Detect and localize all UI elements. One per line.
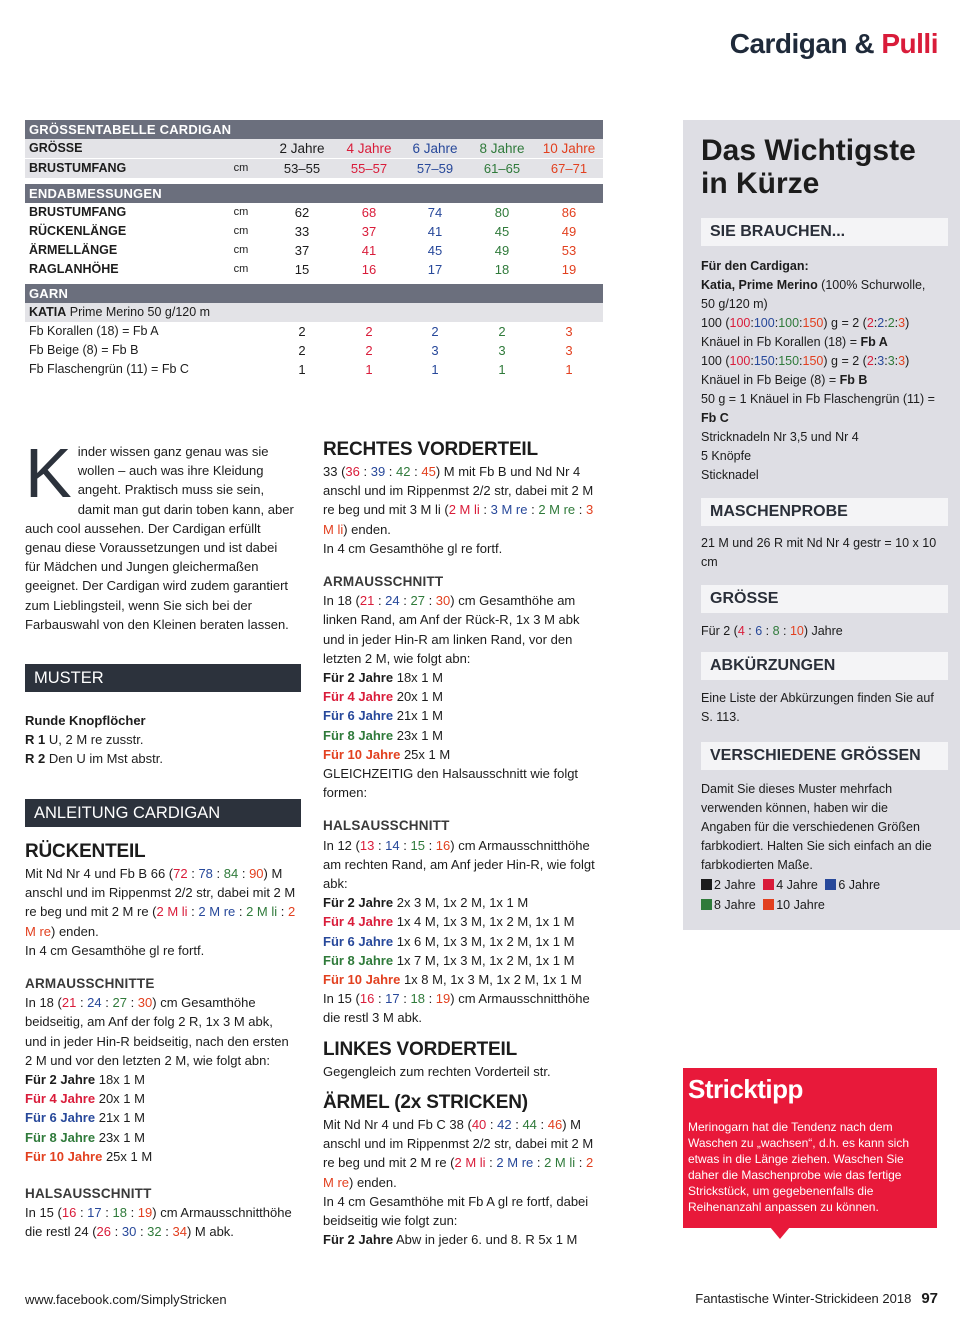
color-legend: 2 Jahre 4 Jahre 6 Jahre bbox=[701, 876, 939, 895]
halsausschnitt-title: HALSAUSSCHNITT bbox=[25, 1186, 152, 1202]
stricktipp-title: Stricktipp bbox=[688, 1074, 803, 1104]
armausschnitt-title: ARMAUSSCHNITT bbox=[323, 574, 444, 590]
anleitung-heading: ANLEITUNG CARDIGAN bbox=[25, 799, 301, 827]
intro-text: K inder wissen ganz genau was sie wollen – auch was ihre Kleidung angeht. Praktisch muss sie sein, damit man gut darin toben kann, aber auch cool aussehen. Der Cardigan erfüllt genau diese Voraussetzungen und ist dabei für Mädchen und Jungen gleichermaßen geeignet. Der Cardigan wird zudem garantiert zum Lieblingsteil, wenn Sie sich bei der Farbauswahl von den Kleinen beraten lassen. bbox=[25, 434, 294, 632]
brand-part2: Pulli bbox=[881, 28, 938, 59]
aermel-title: ÄRMEL (2x STRICKEN) bbox=[323, 1091, 528, 1113]
chest-row: BRUSTUMFANG cm 53–55 55–57 57–59 61–65 67–71 bbox=[25, 159, 603, 178]
yarn-title: GARN bbox=[25, 284, 603, 303]
abkuerzungen-heading: ABKÜRZUNGEN bbox=[701, 652, 948, 680]
yarn-row: Fb Flaschengrün (11) = Fb C 1 1 1 1 1 bbox=[29, 362, 573, 377]
maschenprobe-heading: MASCHENPROBE bbox=[701, 498, 948, 526]
yarn-name-row: KATIA Prime Merino 50 g/120 m bbox=[25, 303, 603, 322]
summary-sidebar bbox=[683, 120, 960, 930]
rueckenteil-title: RÜCKENTEIL bbox=[25, 841, 146, 862]
sidebar-title: Das Wichtigste in Kürze bbox=[701, 134, 916, 200]
size-text: Für 2 (4 : 6 : 8 : 10) Jahre bbox=[701, 624, 843, 638]
rechtes-section: RECHTES VORDERTEIL 33 (36 : 39 : 42 : 45) M mit Fb B und Nd Nr 4 anschl und im Rippenmst 2/2 str, dabei mit 2 M re beg und mit 3 M li (2 M li : 3 M re : 2 M re : 3 M li) enden. In 4 cm Gesamthöhe gl re fortf. ARMAUSSCHNITT In 18 (21 : 24 : 27 : 30) cm Gesamthöhe am linken Rand, am Anf der Rück-R, 1x 3 M abk und in jeder Hin-R am linken Rand, vor den letzten 2 M, wie folgt abn: Für 2 Jahre 18x 1 M Für 4 Jahre 20x 1 M Für 6 Jahre 21x 1 M Für 8 Jahre 23x 1 M Für 10 Jahre 25x 1 M GLEICHZEITIG den Halsausschnitt wie folgt formen: HALSAUSSCHNITT In 12 (13 : 14 : 15 : 16) cm Armausschnitthöhe am rechten Rand, am Anf jeder Hin-R, wie folgt abk: Für 2 Jahre 2x 3 M, 1x 2 M, 1x 1 M Für 4 Jahre 1x 4 M, 1x 3 M, 1x 2 M, 1x 1 M Für 6 Jahre 1x 6 M, 1x 3 M, 1x 2 M, 1x 1 M Für 8 Jahre 1x 7 M, 1x 3 M, 1x 2 M, 1x 1 M Für 10 Jahre 1x 8 M, 1x 3 M, 1x 2 M, 1x 1 M In 15 (16 : 17 : 18 : 19) cm Armausschnitthöhe die restl 3 M abk. LINKES VORDERTEIL Gegengleich zum rechten Vorderteil str. ÄRMEL (2x STRICKEN) Mit Nd Nr 4 und Fb C 38 (40 : 42 : 44 : 46) M anschl und im Rippenmst 2/2 str, dabei mit 2 M re beg und mit 2 M re (2 M li : 2 M re : 2 M li : 2 M re) enden. In 4 cm Gesamthöhe mit Fb A gl re fortf, dabei beidseitig wie folgt zun: Für 2 Jahre Abw in jeder 6. und 8. R 5x 1 M bbox=[323, 438, 601, 1249]
linkes-title: LINKES VORDERTEIL bbox=[323, 1038, 518, 1060]
abbr-text: Eine Liste der Abkürzungen finden Sie auf S. 113. bbox=[701, 691, 934, 724]
rechtes-title: RECHTES VORDERTEIL bbox=[323, 439, 538, 460]
footer-right bbox=[695, 1290, 938, 1307]
muster-heading: MUSTER bbox=[25, 664, 301, 692]
sizes-text: Damit Sie dieses Muster mehrfach verwenden können, haben wir die Angaben für die verschiedenen Größen farbkodiert. Halten Sie sich einfach an die farbkodierten Maße. 2 Jahre 4 Jahre 6 Jahre 8 Jahre 10 Jahre bbox=[701, 780, 939, 915]
muster-text: Runde Knopflöcher R 1 U, 2 M re zusstr. R 2 Den U im Mst abstr. bbox=[25, 713, 163, 767]
stricktipp-text: Merinogarn hat die Tendenz nach dem Waschen zu „wachsen“, d.h. es kann sich etwas in die Länge ziehen. Waschen Sie daher die Maschenprobe wie das fertige Strickstück, um gegebenenfalls die Reihenanzahl anpassen zu können. bbox=[688, 1120, 909, 1214]
final-dimensions-title: ENDABMESSUNGEN bbox=[25, 184, 603, 203]
size-table-title: GRÖSSENTABELLE CARDIGAN bbox=[25, 120, 603, 139]
halsausschnitt-right-title: HALSAUSSCHNITT bbox=[323, 818, 450, 834]
size-header-row: GRÖSSE 2 Jahre 4 Jahre 6 Jahre 8 Jahre 10 Jahre bbox=[25, 139, 603, 158]
brand-part1: Cardigan bbox=[729, 28, 848, 59]
verschiedene-groessen-heading: VERSCHIEDENE GRÖSSEN bbox=[701, 742, 948, 770]
rueckenteil-section: RÜCKENTEIL Mit Nd Nr 4 und Fb B 66 (72 : 78 : 84 : 90) M anschl und im Rippenmst 2/2 str, dabei mit 2 M re beg und mit 2 M re (2 M li : 2 M re : 2 M li : 2 M re) enden. In 4 cm Gesamthöhe gl re fortf. ARMAUSSCHNITTE In 18 (21 : 24 : 27 : 30) cm Gesamthöhe beidseitig, am Anf der folg 2 R, 1x 3 M abk, und in jeder Hin-R beidseitig, nach den ersten 2 M und vor den letzten 2 M, wie folgt abn: Für 2 Jahre 18x 1 M Für 4 Jahre 20x 1 M Für 6 Jahre 21x 1 M Für 8 Jahre 23x 1 M Für 10 Jahre 25x 1 M HALSAUSSCHNITT In 15 (16 : 17 : 18 : 19) cm Armausschnitthöhe die restl 24 (26 : 30 : 32 : 34) M abk. bbox=[25, 841, 296, 1240]
final-row: RAGLANHÖHE cm 15 16 17 18 19 bbox=[29, 262, 577, 277]
yarn-row: Fb Beige (8) = Fb B 2 2 3 3 3 bbox=[29, 343, 573, 358]
stricktipp-pointer bbox=[770, 1227, 790, 1239]
brand-amp: & bbox=[854, 28, 875, 59]
groesse-heading: GRÖSSE bbox=[701, 585, 948, 613]
armausschnitte-title: ARMAUSSCHNITTE bbox=[25, 976, 155, 992]
section-brand bbox=[730, 28, 938, 60]
magazine-title: Fantastische Winter-Strickideen 2018 bbox=[695, 1291, 912, 1306]
sie-brauchen-heading: SIE BRAUCHEN... bbox=[701, 218, 948, 246]
page-number: 97 bbox=[921, 1290, 938, 1307]
yarn-row: Fb Korallen (18) = Fb A 2 2 2 2 3 bbox=[29, 324, 573, 339]
stricktipp-box bbox=[683, 1068, 937, 1228]
final-row: RÜCKENLÄNGE cm 33 37 41 45 49 bbox=[29, 224, 577, 239]
final-row: BRUSTUMFANG cm 62 68 74 80 86 bbox=[29, 205, 577, 220]
final-row: ÄRMELLÄNGE cm 37 41 45 49 53 bbox=[29, 243, 577, 258]
dropcap: K bbox=[25, 434, 72, 512]
materials-text: Für den Cardigan: Katia, Prime Merino (100% Schurwolle, 50 g/120 m) 100 (100:100:100:150) g = 2 (2:2:2:3) Knäuel in Fb Korallen (18) = Fb A 100 (100:150:150:150) g = 2 (2:3:3:3) Knäuel in Fb Beige (8) = Fb B 50 g = 1 Knäuel in Fb Flaschengrün (11) = Fb C Stricknadeln Nr 3,5 und Nr 4 5 Knöpfe Sticknadel bbox=[701, 259, 935, 482]
footer-link[interactable]: www.facebook.com/SimplyStricken bbox=[25, 1292, 227, 1307]
size-table bbox=[25, 120, 603, 379]
gauge-text: 21 M und 26 R mit Nd Nr 4 gestr = 10 x 10 cm bbox=[701, 536, 937, 569]
